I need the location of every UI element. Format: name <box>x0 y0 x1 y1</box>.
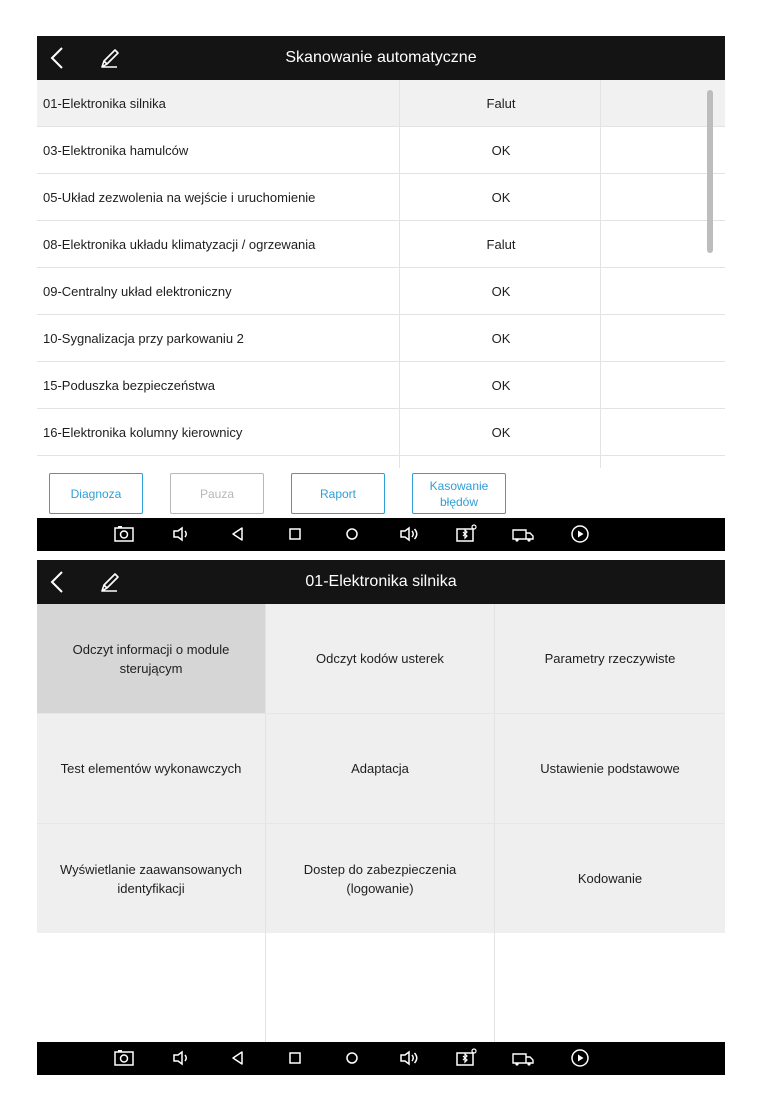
ecu-scan-table <box>37 80 725 468</box>
function-tile[interactable] <box>266 824 494 933</box>
function-label: Wyświetlanie zaawansowanych identyfikacji <box>60 861 242 896</box>
system-navbar <box>37 518 725 551</box>
page-title: Skanowanie automatyczne <box>285 49 477 66</box>
diagnoza-button[interactable]: Diagnoza <box>49 473 143 514</box>
table-row[interactable] <box>37 315 725 362</box>
module-status: Falut <box>486 237 516 252</box>
raport-button[interactable]: Raport <box>291 473 385 514</box>
module-name: 05-Układ zezwolenia na wejście i uruchomienie <box>43 190 316 205</box>
table-scrollbar[interactable] <box>707 90 713 253</box>
function-tile[interactable] <box>37 604 265 713</box>
recent-apps-icon[interactable] <box>283 1047 307 1069</box>
function-tile[interactable] <box>266 714 494 823</box>
function-label: Test elementów wykonawczych <box>60 761 242 776</box>
module-name: 08-Elektronika układu klimatyzacji / ogrzewania <box>43 237 316 252</box>
function-label: Parametry rzeczywiste <box>544 651 676 666</box>
kasowanie-bledow-button[interactable]: Kasowanie błędów <box>412 473 506 514</box>
module-status: OK <box>491 331 511 346</box>
column-divider <box>600 80 601 468</box>
table-row[interactable] <box>37 80 725 127</box>
module-status: OK <box>491 378 511 393</box>
page-title: 01-Elektronika silnika <box>305 573 457 590</box>
play-icon[interactable] <box>568 1047 592 1069</box>
home-icon[interactable] <box>340 1047 364 1069</box>
screen1-titlebar <box>37 36 725 80</box>
function-label: Odczyt informacji o module sterującym <box>72 641 230 676</box>
play-icon[interactable] <box>568 523 592 545</box>
column-divider <box>399 80 400 468</box>
volume-down-icon[interactable] <box>169 523 193 545</box>
grid-divider <box>37 713 725 714</box>
module-status: OK <box>491 190 511 205</box>
empty-tile <box>37 934 265 1042</box>
empty-tile <box>266 934 494 1042</box>
function-tile[interactable] <box>266 604 494 713</box>
module-status: OK <box>491 284 511 299</box>
function-label: Ustawienie podstawowe <box>540 761 680 776</box>
module-name: 15-Poduszka bezpieczeństwa <box>43 378 215 393</box>
function-label: Adaptacja <box>351 761 409 776</box>
vci-connect-icon[interactable] <box>454 523 478 545</box>
volume-up-icon[interactable] <box>397 523 421 545</box>
module-name: 01-Elektronika silnika <box>43 96 166 111</box>
truck-icon[interactable] <box>511 1047 535 1069</box>
module-name: 09-Centralny układ elektroniczny <box>43 284 232 299</box>
function-tile[interactable] <box>495 604 725 713</box>
vci-connect-icon[interactable] <box>454 1047 478 1069</box>
screen2-titlebar <box>37 560 725 604</box>
module-status: Falut <box>486 96 516 111</box>
recent-apps-icon[interactable] <box>283 523 307 545</box>
function-tile[interactable] <box>37 824 265 933</box>
module-status: OK <box>491 143 511 158</box>
module-status: OK <box>491 425 511 440</box>
truck-icon[interactable] <box>511 523 535 545</box>
module-name: 03-Elektronika hamulców <box>43 143 189 158</box>
module-name: 10-Sygnalizacja przy parkowaniu 2 <box>43 331 244 346</box>
back-triangle-icon[interactable] <box>226 523 250 545</box>
function-label: Kodowanie <box>577 871 643 886</box>
empty-tile <box>495 934 725 1042</box>
function-grid <box>37 604 725 1042</box>
grid-divider <box>37 823 725 824</box>
screenshot-icon[interactable] <box>112 523 136 545</box>
function-label: Odczyt kodów usterek <box>316 651 444 666</box>
table-row[interactable] <box>37 127 725 174</box>
back-triangle-icon[interactable] <box>226 1047 250 1069</box>
volume-down-icon[interactable] <box>169 1047 193 1069</box>
pauza-button[interactable]: Pauza <box>170 473 264 514</box>
home-icon[interactable] <box>340 523 364 545</box>
table-row[interactable] <box>37 362 725 409</box>
table-row[interactable] <box>37 221 725 268</box>
screenshot-icon[interactable] <box>112 1047 136 1069</box>
function-tile[interactable] <box>37 714 265 823</box>
function-label: Dostep do zabezpieczenia (logowanie) <box>303 861 457 896</box>
table-row[interactable] <box>37 174 725 221</box>
table-row[interactable] <box>37 409 725 456</box>
system-navbar <box>37 1042 725 1075</box>
table-row[interactable] <box>37 268 725 315</box>
function-tile[interactable] <box>495 824 725 933</box>
volume-up-icon[interactable] <box>397 1047 421 1069</box>
function-tile[interactable] <box>495 714 725 823</box>
module-name: 16-Elektronika kolumny kierownicy <box>43 425 243 440</box>
